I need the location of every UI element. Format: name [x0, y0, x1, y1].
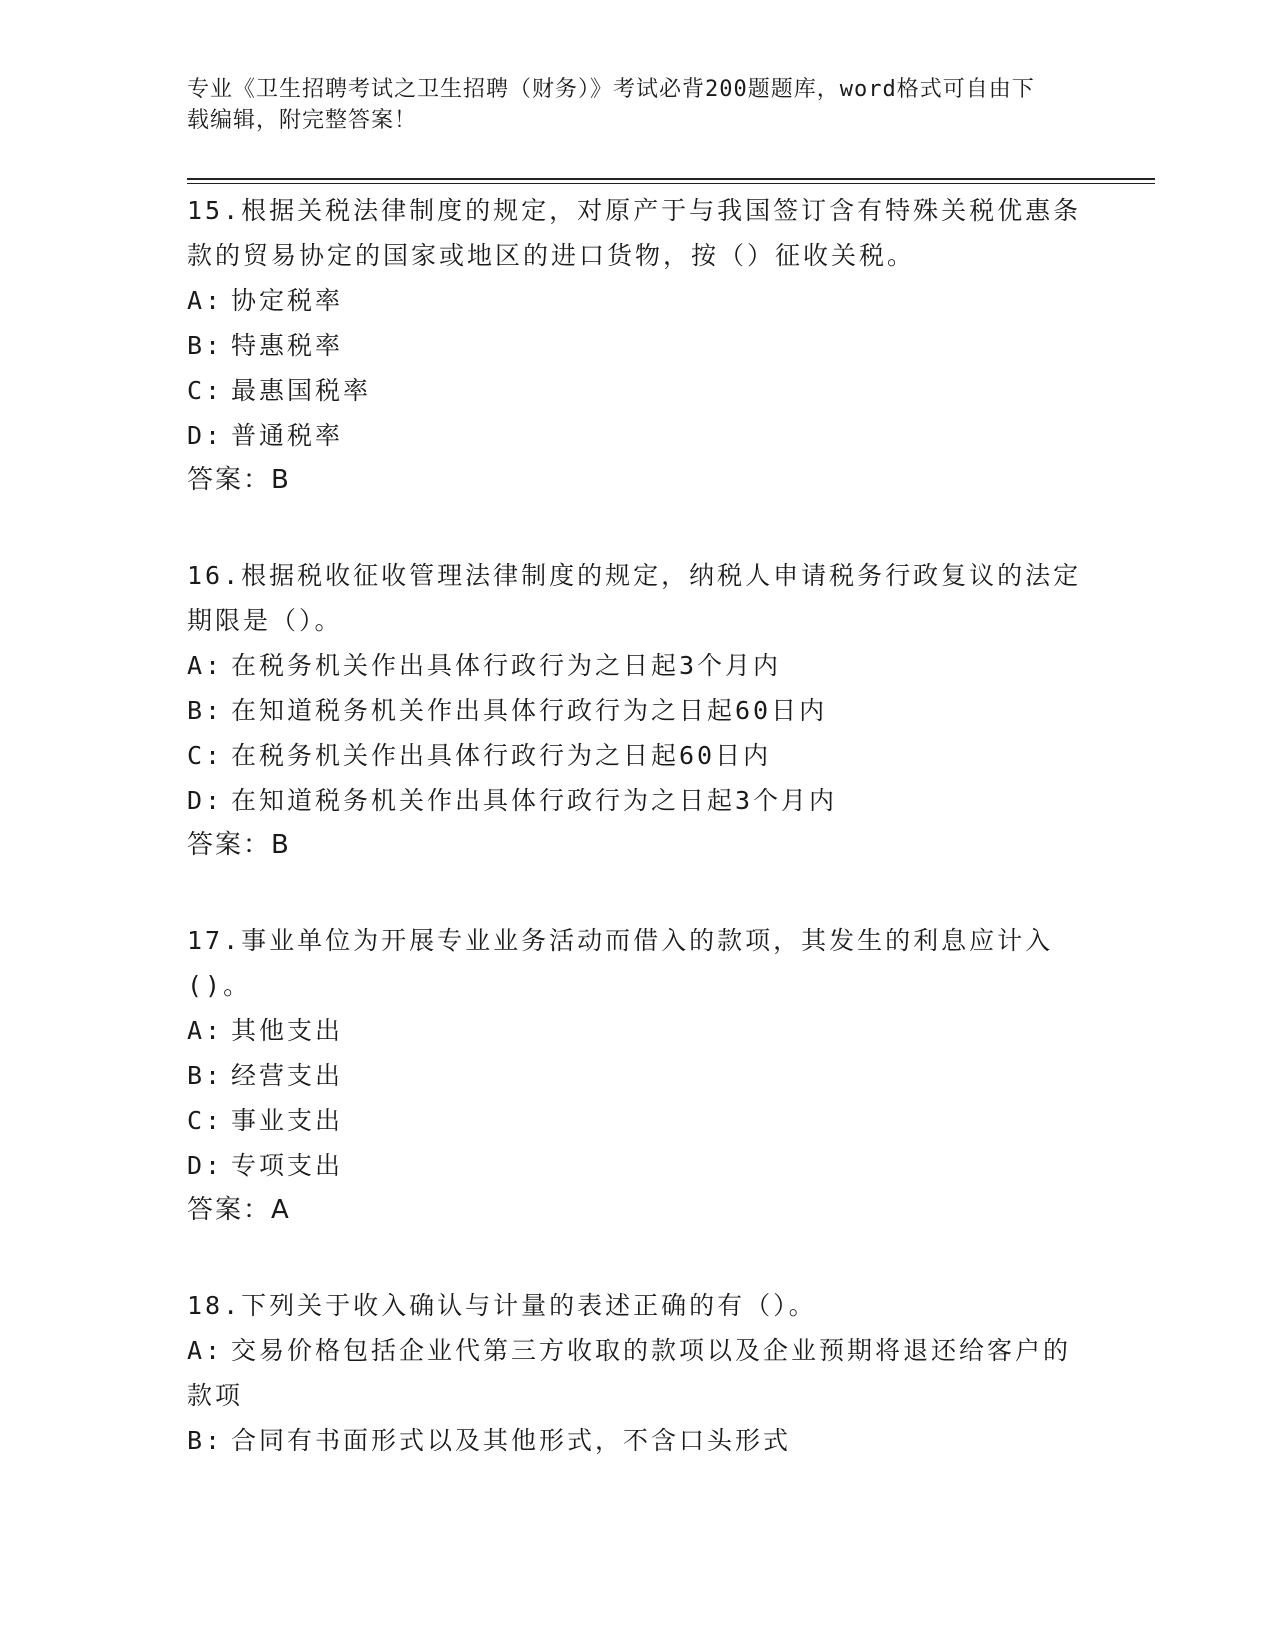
option-text: 经营支出 [231, 1061, 344, 1090]
option-text: 事业支出 [231, 1106, 344, 1135]
option-text: 协定税率 [231, 286, 344, 315]
option-c [187, 733, 1087, 778]
option-letter: D: [187, 1151, 224, 1180]
option-letter: B: [187, 331, 224, 360]
option-letter: B: [187, 1426, 224, 1455]
header-divider-thick [187, 178, 1155, 180]
option-text: 交易价格包括企业代第三方收取的款项以及企业预期将退还给客户的款项 [187, 1336, 1072, 1410]
option-text: 专项支出 [231, 1151, 344, 1180]
header-divider-thin [187, 183, 1155, 184]
answer-line: 答案：B [187, 830, 291, 860]
option-letter: A: [187, 1016, 224, 1045]
option-letter: C: [187, 741, 224, 770]
option-text: 合同有书面形式以及其他形式，不含口头形式 [231, 1426, 792, 1455]
option-letter: C: [187, 376, 224, 405]
option-text: 在知道税务机关作出具体行政行为之日起60日内 [231, 696, 828, 725]
option-b [187, 323, 1087, 368]
option-letter: A: [187, 286, 224, 315]
option-c [187, 1098, 1087, 1143]
question-17 [187, 918, 1087, 1233]
option-c [187, 368, 1087, 413]
question-stem: 16.根据税收征收管理法律制度的规定，纳税人申请税务行政复议的法定期限是（）。 [187, 561, 1082, 635]
question-18 [187, 1283, 1087, 1463]
option-letter: D: [187, 786, 224, 815]
option-a [187, 278, 1087, 323]
question-stem: 15.根据关税法律制度的规定，对原产于与我国签订含有特殊关税优惠条款的贸易协定的国家或地区的进口货物，按（）征收关税。 [187, 196, 1082, 270]
option-a [187, 1328, 1087, 1418]
option-b [187, 688, 1087, 733]
question-stem: 18.下列关于收入确认与计量的表述正确的有（）。 [187, 1291, 817, 1320]
option-text: 在知道税务机关作出具体行政行为之日起3个月内 [231, 786, 838, 815]
option-letter: B: [187, 696, 224, 725]
answer-line: 答案：B [187, 465, 291, 495]
option-b [187, 1053, 1087, 1098]
option-b [187, 1418, 1087, 1463]
option-text: 在税务机关作出具体行政行为之日起60日内 [231, 741, 772, 770]
option-text: 普通税率 [231, 421, 344, 450]
question-16 [187, 553, 1087, 868]
answer-line: 答案：A [187, 1195, 291, 1225]
question-stem: 17.事业单位为开展专业业务活动而借入的款项，其发生的利息应计入()。 [187, 926, 1054, 1000]
option-text: 特惠税率 [231, 331, 344, 360]
question-15 [187, 188, 1087, 503]
option-letter: A: [187, 651, 224, 680]
option-letter: B: [187, 1061, 224, 1090]
option-text: 最惠国税率 [231, 376, 372, 405]
option-d [187, 778, 1087, 823]
option-letter: A: [187, 1336, 224, 1365]
document-header: 专业《卫生招聘考试之卫生招聘（财务）》考试必背200题题库，word格式可自由下载编辑，附完整答案！ [187, 77, 1035, 133]
option-d [187, 1143, 1087, 1188]
option-a [187, 643, 1087, 688]
option-letter: C: [187, 1106, 224, 1135]
option-letter: D: [187, 421, 224, 450]
option-text: 在税务机关作出具体行政行为之日起3个月内 [231, 651, 782, 680]
option-a [187, 1008, 1087, 1053]
option-d [187, 413, 1087, 458]
option-text: 其他支出 [231, 1016, 344, 1045]
